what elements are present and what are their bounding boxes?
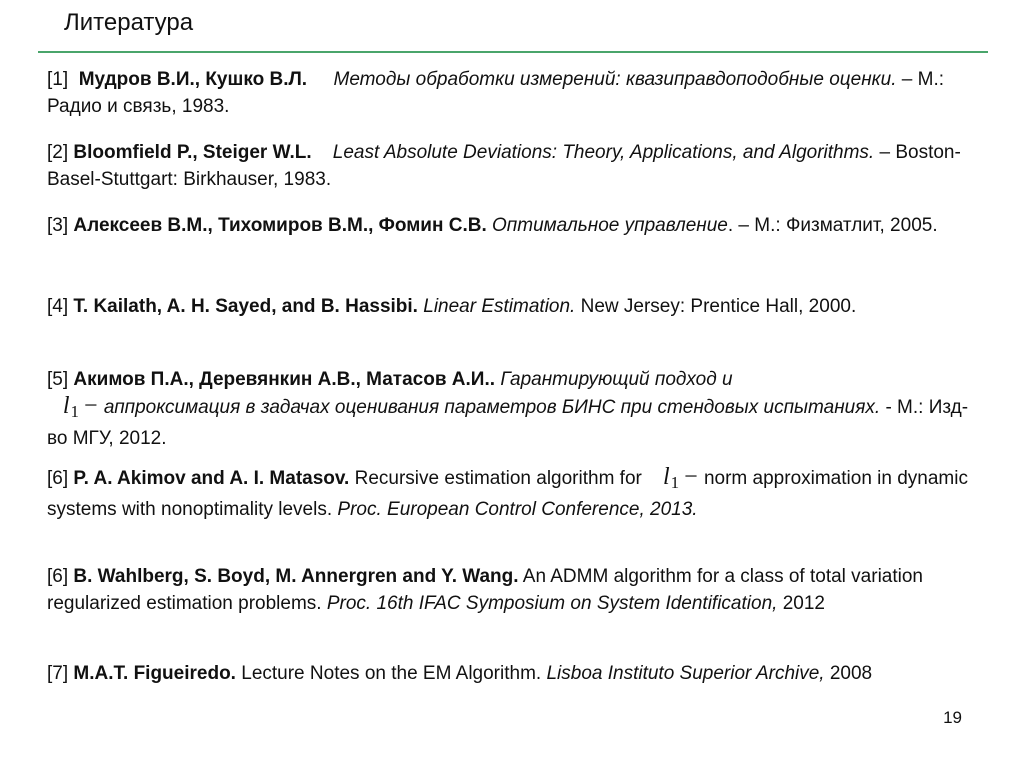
l1-math-symbol: $l_1$ − <box>662 464 699 492</box>
reference-number: [1] <box>47 69 69 90</box>
reference-year: 2008 <box>829 663 873 684</box>
reference-item-4 <box>47 293 987 320</box>
reference-item-5 <box>47 366 987 452</box>
reference-title: Гарантирующий подход и <box>500 369 733 390</box>
reference-number: [3] <box>47 215 69 236</box>
reference-item-1 <box>47 66 987 120</box>
reference-number: [4] <box>47 296 69 317</box>
reference-item-8 <box>47 660 987 687</box>
reference-item-2 <box>47 139 987 193</box>
title-divider <box>38 51 988 53</box>
reference-authors: B. Wahlberg, S. Boyd, M. Annergren and Y. Wang. <box>73 566 519 587</box>
reference-authors: M.A.T. Figueiredo. <box>73 663 236 684</box>
reference-title-continued: norm approximation in dynamic systems with nonoptimality levels. <box>47 468 968 520</box>
reference-title-continued: аппроксимация в задачах оценивания параметров БИНС при стендовых испытаниях. <box>103 397 881 418</box>
reference-number: [7] <box>47 663 69 684</box>
reference-number: [5] <box>47 369 69 390</box>
reference-title: Методы обработки измерений: квазиправдоподобные оценки. <box>333 69 897 90</box>
reference-title: Least Absolute Deviations: Theory, Applications, and Algorithms. <box>332 142 875 163</box>
reference-publisher: – Boston-Basel-Stuttgart: Birkhauser, 1983. <box>47 142 961 190</box>
reference-authors: Мудров В.И., Кушко В.Л. <box>78 69 308 90</box>
reference-authors: Акимов П.А., Деревянкин А.В., Матасов А.И.. <box>73 369 496 390</box>
reference-authors: Алексеев В.М., Тихомиров В.М., Фомин С.В. <box>73 215 487 236</box>
reference-year: 2012 <box>782 593 825 614</box>
slide-title: Литература <box>64 9 194 36</box>
reference-item-6 <box>47 464 987 523</box>
reference-title: Recursive estimation algorithm for <box>354 468 642 489</box>
reference-title: Linear Estimation. <box>423 296 576 317</box>
page-number: 19 <box>943 708 962 727</box>
reference-title: Оптимальное управление <box>492 215 728 236</box>
reference-venue: Proc. 16th IFAC Symposium on System Identification, <box>326 593 778 614</box>
reference-publisher: – М.: Радио и связь, 1983. <box>47 69 944 117</box>
reference-item-7 <box>47 563 987 617</box>
reference-number: [2] <box>47 142 69 163</box>
reference-authors: T. Kailath, A. H. Sayed, and B. Hassibi. <box>73 296 418 317</box>
reference-number: [6] <box>47 566 69 587</box>
reference-title: An ADMM algorithm for a class of total variation regularized estimation problems. <box>47 566 923 614</box>
reference-number: [6] <box>47 468 69 489</box>
reference-title: Lecture Notes on the EM Algorithm. <box>241 663 542 684</box>
reference-publisher: . – М.: Физматлит, 2005. <box>727 215 938 236</box>
reference-venue: Lisboa Instituto Superior Archive, <box>546 663 825 684</box>
reference-publisher: New Jersey: Prentice Hall, 2000. <box>580 296 857 317</box>
reference-authors: Bloomfield P., Steiger W.L. <box>73 142 312 163</box>
reference-publisher: - М.: Изд-во МГУ, 2012. <box>47 397 969 449</box>
l1-math-symbol: $l_1$ − <box>62 393 99 421</box>
reference-authors: P. A. Akimov and A. I. Matasov. <box>73 468 350 489</box>
reference-item-3 <box>47 212 987 239</box>
reference-venue: Proc. European Control Conference, 2013. <box>337 499 698 520</box>
